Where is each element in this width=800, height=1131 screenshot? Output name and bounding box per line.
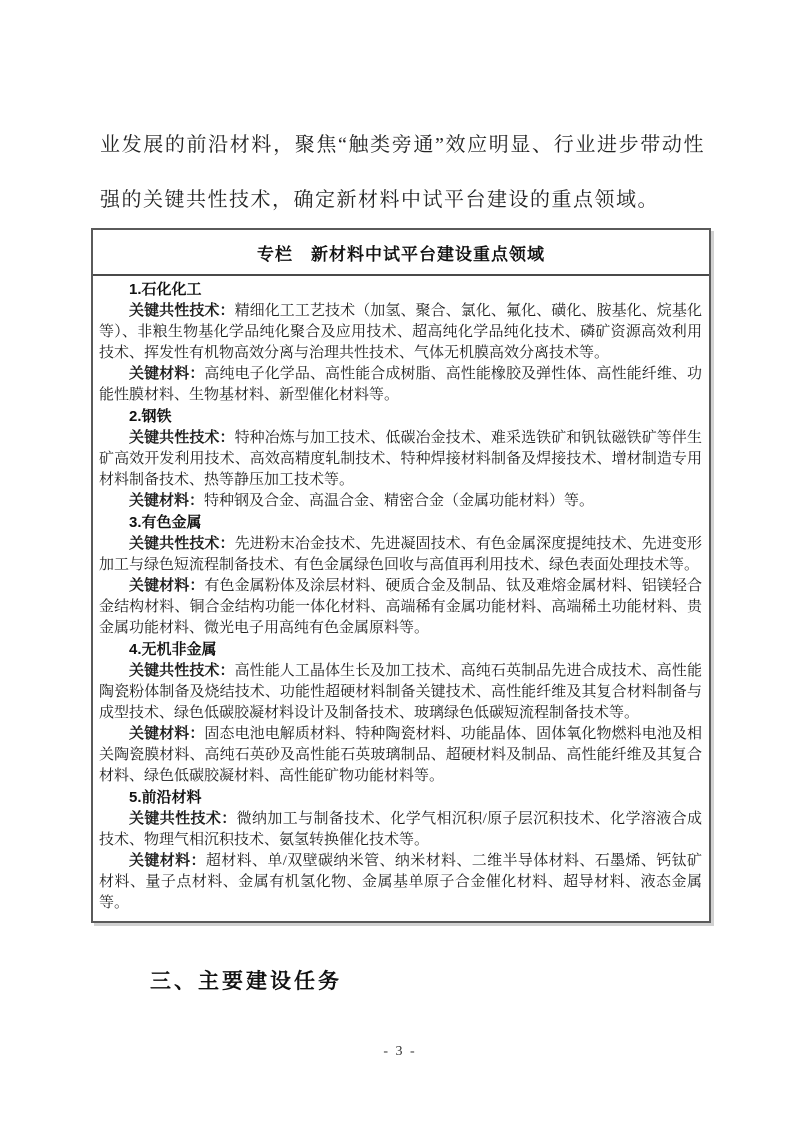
key-tech-text: 先进粉末冶金技术、先进凝固技术、有色金属深度提纯技术、先进变形加工与绿色短流程制备技术、有色金属绿色回收与高值再利用技术、绿色表面处理技术等。 <box>99 536 702 573</box>
section-nonferrous-metals <box>99 512 702 639</box>
key-tech-paragraph <box>99 301 702 364</box>
key-tech-label: 关键共性技术： <box>129 536 235 552</box>
key-tech-label: 关键共性技术： <box>129 811 237 827</box>
section-heading: 3.有色金属 <box>129 514 202 531</box>
section-heading: 2.钢铁 <box>129 408 172 425</box>
key-tech-label: 关键共性技术： <box>129 430 235 446</box>
key-tech-paragraph <box>99 534 702 576</box>
key-material-text: 超材料、单/双壁碳纳米管、纳米材料、二维半导体材料、石墨烯、钙钛矿材料、量子点材料、金属有机氢化物、金属基单原子合金催化材料、超导材料、液态金属等。 <box>99 853 702 911</box>
key-material-paragraph <box>99 724 702 787</box>
key-material-text: 特种钢及合金、高温合金、精密合金（金属功能材料）等。 <box>204 493 595 509</box>
key-material-text: 固态电池电解质材料、特种陶瓷材料、功能晶体、固体氧化物燃料电池及相关陶瓷膜材料、高纯石英砂及高性能石英玻璃制品、超硬材料及制品、高性能纤维及其复合材料、绿色低碳胶凝材料、高性能矿物功能材料等。 <box>99 726 702 784</box>
intro-paragraph: 业发展的前沿材料，聚焦“触类旁通”效应明显、行业进步带动性强的关键共性技术，确定新材料中试平台建设的重点领域。 <box>100 134 705 211</box>
section-heading: 5.前沿材料 <box>129 789 202 806</box>
key-tech-label: 关键共性技术： <box>129 663 235 679</box>
section-steel <box>99 406 702 512</box>
key-tech-label: 关键共性技术： <box>129 303 235 319</box>
column-box <box>91 228 711 923</box>
key-material-paragraph <box>99 576 702 639</box>
key-material-label: 关键材料： <box>129 366 205 382</box>
key-tech-text: 特种冶炼与加工技术、低碳冶金技术、难采选铁矿和钒钛磁铁矿等伴生矿高效开发利用技术、高效高精度轧制技术、特种焊接材料制备及焊接技术、增材制造专用材料制备技术、热等静压加工技术等。 <box>99 430 702 488</box>
key-material-paragraph <box>99 364 702 406</box>
column-box-title: 专栏 新材料中试平台建设重点领域 <box>93 230 709 276</box>
next-section-heading: 三、主要建设任务 <box>150 970 342 993</box>
section-petrochemical <box>99 279 702 406</box>
section-heading: 1.石化化工 <box>129 281 202 298</box>
key-tech-text: 精细化工工艺技术（加氢、聚合、氯化、氟化、磺化、胺基化、烷基化等）、非粮生物基化学品纯化聚合及应用技术、超高纯化学品纯化技术、磷矿资源高效利用技术、挥发性有机物高效分离与治理共性技术、气体无机膜高效分离技术等。 <box>99 303 702 361</box>
key-material-label: 关键材料： <box>129 578 205 594</box>
key-tech-paragraph <box>99 661 702 724</box>
key-tech-paragraph <box>99 809 702 851</box>
key-material-label: 关键材料： <box>129 493 205 509</box>
column-box-body <box>93 276 709 921</box>
key-material-text: 高纯电子化学品、高性能合成树脂、高性能橡胶及弹性体、高性能纤维、功能性膜材料、生物基材料、新型催化材料等。 <box>99 366 702 403</box>
key-tech-paragraph <box>99 428 702 491</box>
key-material-label: 关键材料： <box>129 853 206 869</box>
key-material-paragraph <box>99 851 702 914</box>
section-heading: 4.无机非金属 <box>129 641 217 658</box>
key-material-label: 关键材料： <box>129 726 205 742</box>
section-frontier-materials <box>99 787 702 914</box>
key-tech-text: 高性能人工晶体生长及加工技术、高纯石英制品先进合成技术、高性能陶瓷粉体制备及烧结技术、功能性超硬材料制备关键技术、高性能纤维及其复合材料制备与成型技术、绿色低碳胶凝材料设计及制备技术、玻璃绿色低碳短流程制备技术等。 <box>99 663 702 721</box>
key-material-text: 有色金属粉体及涂层材料、硬质合金及制品、钛及难熔金属材料、铝镁轻合金结构材料、铜合金结构功能一体化材料、高端稀有金属功能材料、高端稀土功能材料、贵金属功能材料、微光电子用高纯有色金属原料等。 <box>99 578 702 636</box>
page-number: - 3 - <box>383 1044 417 1059</box>
key-tech-text: 微纳加工与制备技术、化学气相沉积/原子层沉积技术、化学溶液合成技术、物理气相沉积技术、氨氢转换催化技术等。 <box>99 811 702 848</box>
key-material-paragraph <box>99 491 702 512</box>
section-inorganic-nonmetal <box>99 639 702 787</box>
